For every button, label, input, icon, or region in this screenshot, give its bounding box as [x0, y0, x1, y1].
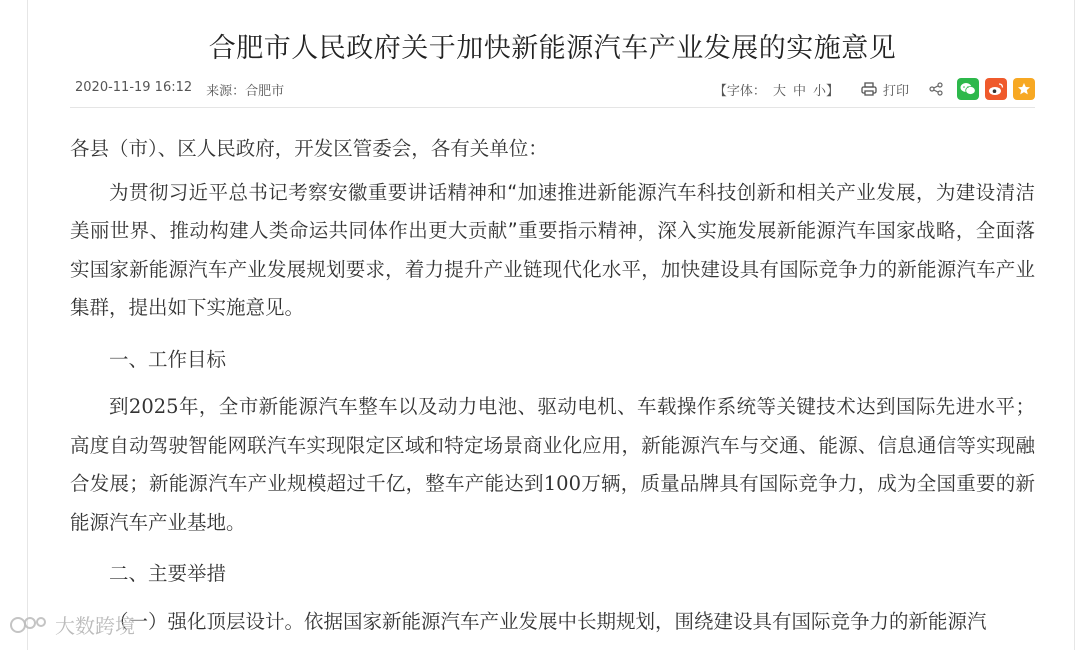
article-source: 来源：合肥市 [206, 84, 285, 99]
page-border-right [1074, 0, 1075, 650]
article-title: 合肥市人民政府关于加快新能源汽车产业发展的实施意见 [208, 33, 897, 64]
share-icon[interactable] [929, 82, 943, 96]
publish-date: 2020-11-19 16:12 [75, 80, 193, 95]
watermark-text: 大数跨境 [55, 614, 135, 638]
section-heading-goals: 一、工作目标 [109, 347, 227, 371]
goal-text-mid: 年，全市新能源汽车整车以及动力电池、驱动电机、车载操作系统等关键技术达到国际先进水平；高度自动驾驶智能网联汽车实现限定区域和特定场景商业化应用，新能源汽车与交通、能源、信息通信等实现融合发展；新能源汽车产业规模超过千亿，整车产能达到 [70, 395, 1035, 495]
watermark [10, 610, 135, 639]
measure-paragraph: （一）强化顶层设计。依据国家新能源汽车产业发展中长期规划，围绕建设具有国际竞争力的新能源汽 [109, 609, 987, 633]
wechat-icon [960, 82, 976, 96]
goal-text-pre: 到 [109, 395, 129, 418]
print-button[interactable] [861, 80, 909, 99]
page-border-left [27, 0, 28, 650]
goals-paragraph [70, 388, 1035, 542]
goal-year: 2025 [128, 395, 179, 418]
goal-text-post: 万辆，质量品牌具有国际竞争力，成为全国重要的新能源汽车产业基地。 [70, 472, 1035, 534]
font-size-small-button[interactable]: 小】 [812, 83, 839, 99]
print-label: 打印 [882, 83, 909, 99]
weibo-icon [988, 82, 1004, 96]
weibo-share-button[interactable] [985, 78, 1007, 100]
wechat-share-button[interactable] [957, 78, 979, 100]
article-container [70, 0, 1035, 650]
printer-icon [861, 82, 877, 96]
font-size-control [714, 80, 839, 99]
intro-paragraph: 为贯彻习近平总书记考察安徽重要讲话精神和“加速推进新能源汽车科技创新和相关产业发展，为建设清洁美丽世界、推动构建人类命运共同体作出更大贡献”重要指示精神，深入实施发展新能源汽车国家战略，全面落实国家新能源汽车产业发展规划要求，着力提升产业链现代化水平，加快建设具有国际竞争力的新能源汽车产业集群，提出如下实施意见。 [70, 180, 1035, 319]
goal-capacity: 100 [543, 472, 581, 495]
favorite-button[interactable] [1013, 78, 1035, 100]
star-icon [1017, 82, 1031, 96]
watermark-logo-icon [10, 614, 50, 636]
meta-bar [70, 76, 1035, 102]
section-heading-measures: 二、主要举措 [109, 562, 227, 585]
meta-info [75, 80, 284, 99]
article-body [70, 130, 1035, 641]
font-size-large-button[interactable]: 大 [772, 83, 786, 99]
meta-tools [714, 76, 1035, 102]
font-size-medium-button[interactable]: 中 [792, 83, 806, 99]
header-divider [70, 107, 1035, 108]
font-size-label: 【字体： [713, 83, 766, 99]
salutation: 各县（市）、区人民政府，开发区管委会，各有关单位： [70, 137, 548, 160]
